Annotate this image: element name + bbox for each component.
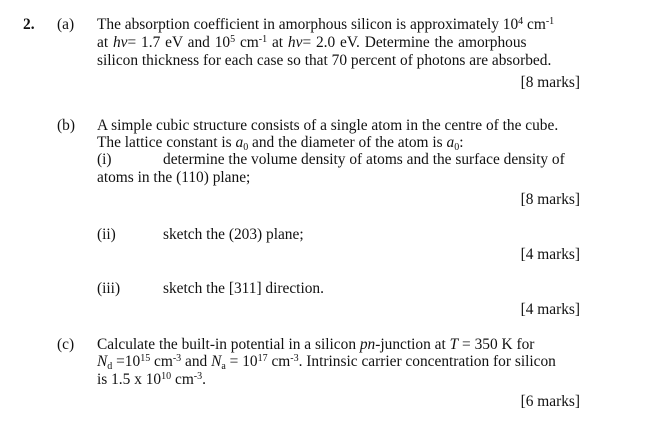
part-a-label: (a)	[57, 16, 75, 33]
question-number: 2.	[23, 16, 35, 33]
part-a-line-1: The absorption coefficient in amorphous silicon is approximately $10^4$ $cm^{-1}$	[97, 16, 555, 33]
part-b-ii-label: (ii)	[97, 226, 116, 243]
part-b-i-label: (i)	[97, 151, 112, 168]
part-c-label: (c)	[57, 336, 75, 353]
part-b-ii-marks: [4 marks]	[520, 246, 580, 263]
part-c-line-1: Calculate the built-in potential in a silicon pn-junction at T = 350 K for	[97, 336, 535, 353]
part-b-line-2: The lattice constant is $a_0$ and the diameter of the atom is $a_0$:	[97, 134, 464, 153]
part-b-ii-text: sketch the (203) plane;	[163, 226, 304, 243]
part-b-iii-marks: [4 marks]	[520, 301, 580, 318]
part-b-i-text-2: atoms in the (110) plane;	[97, 169, 251, 186]
part-b-iii-label: (iii)	[97, 280, 121, 297]
part-c-line-3: is 1.5 x $10^{10}$ $cm^{-3}$.	[97, 371, 206, 388]
part-b-iii-text: sketch the [311] direction.	[163, 280, 324, 297]
part-c-line-2: $N_d =10^{15}$ $cm^{-3}$ and $N_a = 10^{17}$ $cm^{-3}$. Intrinsic carrier concentration for silicon	[97, 353, 556, 372]
part-b-i-text: determine the volume density of atoms and the surface density of	[163, 151, 565, 168]
part-a-line-2: at hv= 1.7 eV and $10^5$ $cm^{-1}$ at hv= 2.0 eV. Determine the amorphous	[97, 34, 527, 51]
part-b-label: (b)	[57, 117, 75, 134]
part-b-line-1: A simple cubic structure consists of a single atom in the centre of the cube.	[97, 117, 559, 134]
part-a-marks: [8 marks]	[520, 74, 580, 91]
part-b-i-marks: [8 marks]	[520, 191, 580, 208]
part-c-marks: [6 marks]	[520, 393, 580, 410]
part-a-line-3: silicon thickness for each case so that 70 percent of photons are absorbed.	[97, 52, 552, 69]
